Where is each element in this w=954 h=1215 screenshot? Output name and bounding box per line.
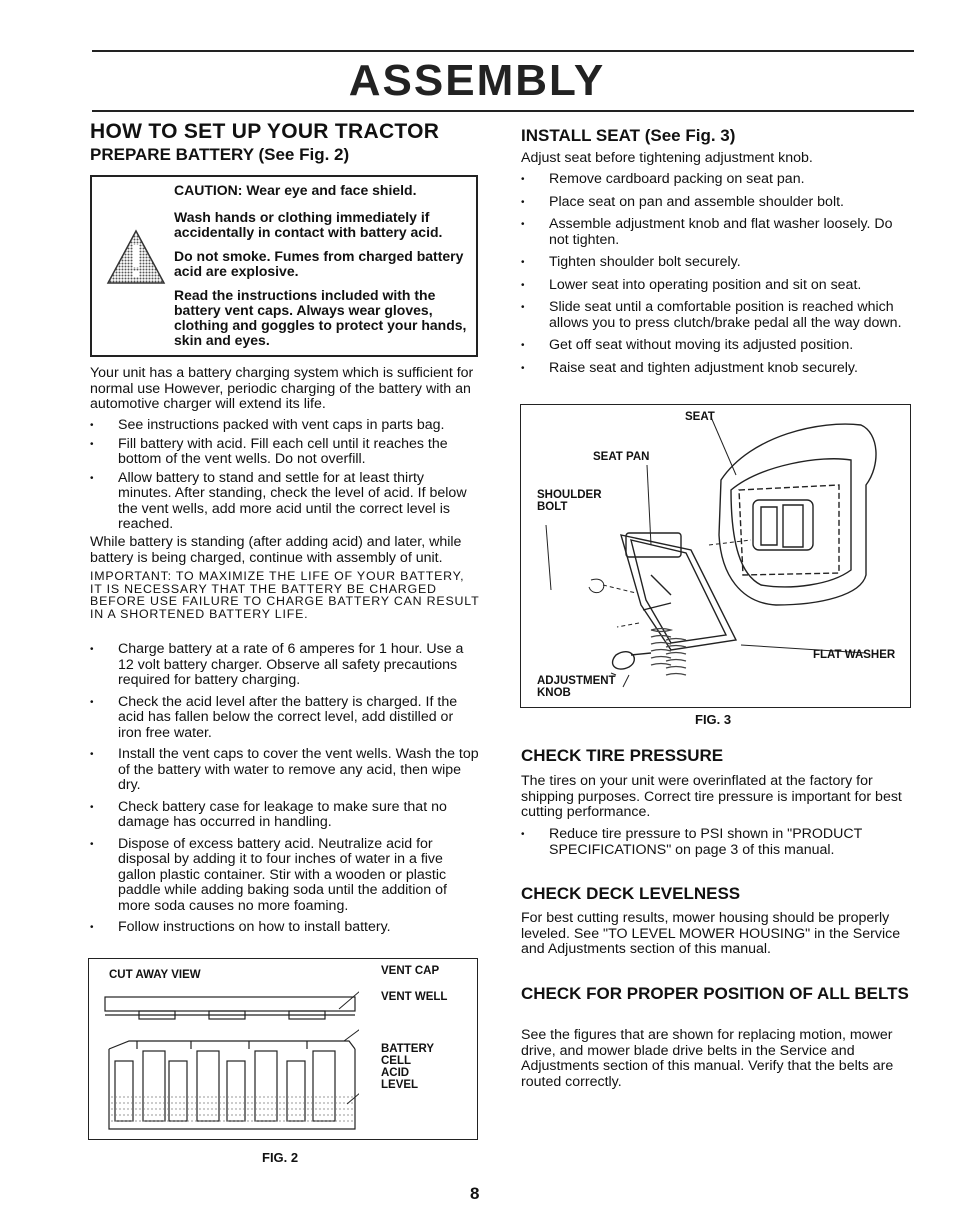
- page-title: ASSEMBLY: [348, 56, 606, 105]
- page-number: 8: [470, 1184, 480, 1203]
- battery-cutaway-drawing: [99, 979, 359, 1137]
- list-item: • Check the acid level after the battery is charged. If the acid has fallen below the correct level, add distilled or iron free water.: [90, 695, 480, 742]
- label-vent-cap: VENT CAP: [381, 965, 440, 977]
- list-item: • Follow instructions on how to install battery.: [90, 920, 480, 936]
- belts-text: See the figures that are shown for replacing motion, mower drive, and mower blade drive belts in the Service and Adjustments section of this manual. Verify that the belts are routed correctly.: [521, 1027, 894, 1090]
- list-item: • Lower seat into operating position and sit on seat.: [521, 278, 913, 294]
- caution-line-4: Read the instructions included with the battery vent caps. Always wear gloves, clothing and goggles to protect your hands, skin and eyes.: [174, 287, 467, 348]
- important-notice: IMPORTANT: TO MAXIMIZE THE LIFE OF YOUR BATTERY, IT IS NECESSARY THAT THE BATTERY BE CHARGED BEFORE USE FAILURE TO CHARGE BATTERY CAN RESULT IN A SHORTENED BATTERY LIFE.: [90, 569, 480, 621]
- label-adjustment-knob: ADJUSTMENT KNOB: [537, 675, 616, 699]
- caution-line-3: Do not smoke. Fumes from charged battery acid are explosive.: [174, 248, 464, 279]
- battery-para-2: While battery is standing (after adding acid) and later, while battery is being charged, continue with assembly of unit.: [90, 534, 462, 566]
- list-item: • Check battery case for leakage to make sure that no damage has occurred in handling.: [90, 800, 480, 831]
- list-item: • Install the vent caps to cover the vent wells. Wash the top of the battery with water to remove any acid, then wipe dry.: [90, 747, 480, 794]
- list-item: • Assemble adjustment knob and flat washer loosely. Do not tighten.: [521, 217, 913, 248]
- caution-box: [90, 175, 478, 357]
- label-vent-well: VENT WELL: [381, 991, 448, 1003]
- figure-3-seat-assembly: [520, 404, 911, 708]
- list-item: • Charge battery at a rate of 6 amperes for 1 hour. Use a 12 volt battery charger. Observe all safety precautions required for battery charging.: [90, 642, 480, 689]
- battery-bullets-1: [90, 418, 480, 536]
- list-item: • Allow battery to stand and settle for at least thirty minutes. After standing, check the level of acid. If below the vent wells, add more acid until the correct level is reached.: [90, 471, 480, 533]
- label-flat-washer: FLAT WASHER: [813, 649, 896, 661]
- list-item: • Place seat on pan and assemble shoulder bolt.: [521, 195, 913, 211]
- seat-assembly-drawing: [521, 405, 910, 707]
- tire-text: The tires on your unit were overinflated at the factory for shipping purposes. Correct tire pressure is important for best cutting performance.: [521, 773, 902, 820]
- figure-3-caption: FIG. 3: [695, 712, 732, 727]
- battery-intro: Your unit has a battery charging system which is sufficient for normal use However, periodic charging of the battery with an automotive charger will extend its life.: [90, 365, 474, 412]
- list-item: • Slide seat until a comfortable position is reached which allows you to press clutch/brake pedal all the way down.: [521, 300, 913, 331]
- title-rule: [92, 110, 914, 112]
- figure-2-battery-cutaway: [88, 958, 478, 1140]
- seat-intro: Adjust seat before tightening adjustment knob.: [521, 150, 813, 166]
- list-item: • Tighten shoulder bolt securely.: [521, 255, 913, 271]
- label-cut-away-view: CUT AWAY VIEW: [109, 969, 201, 981]
- list-item: • Fill battery with acid. Fill each cell until it reaches the bottom of the vent wells. Do not overfill.: [90, 437, 480, 468]
- subheading-prepare-battery: PREPARE BATTERY (See Fig. 2): [90, 145, 350, 164]
- figure-2-caption: FIG. 2: [262, 1150, 299, 1165]
- label-battery-cell-acid-level: BATTERY CELL ACID LEVEL: [381, 1043, 434, 1091]
- caution-line-1: CAUTION: Wear eye and face shield.: [174, 182, 417, 198]
- seat-bullets: [521, 172, 913, 383]
- list-item: • Get off seat without moving its adjusted position.: [521, 338, 913, 354]
- battery-bullets-2: [90, 642, 480, 939]
- tire-bullets: [521, 827, 913, 861]
- warning-triangle-icon: [106, 229, 166, 285]
- caution-line-2: Wash hands or clothing immediately if accidentally in contact with battery acid.: [174, 209, 443, 240]
- list-item: • Reduce tire pressure to PSI shown in "PRODUCT SPECIFICATIONS" on page 3 of this manual.: [521, 827, 913, 858]
- list-item: • Remove cardboard packing on seat pan.: [521, 172, 913, 188]
- heading-check-tire-pressure: CHECK TIRE PRESSURE: [521, 746, 724, 765]
- list-item: • See instructions packed with vent caps in parts bag.: [90, 418, 480, 434]
- label-seat-pan: SEAT PAN: [593, 451, 650, 463]
- heading-check-belts: CHECK FOR PROPER POSITION OF ALL BELTS: [521, 984, 909, 1003]
- list-item: • Raise seat and tighten adjustment knob securely.: [521, 361, 913, 377]
- label-shoulder-bolt: SHOULDER BOLT: [537, 489, 602, 513]
- heading-install-seat: INSTALL SEAT (See Fig. 3): [521, 126, 736, 145]
- label-seat: SEAT: [685, 411, 715, 423]
- list-item: • Dispose of excess battery acid. Neutralize acid for disposal by adding it to four inches of water in a five gallon plastic container. Stir with a wooden or plastic paddle while adding baking soda until the addition of more soda causes no more foaming.: [90, 837, 480, 915]
- deck-text: For best cutting results, mower housing should be properly leveled. See "TO LEVEL MOWER HOUSING" in the Service and Adjustments section of this manual.: [521, 910, 901, 957]
- heading-check-deck-levelness: CHECK DECK LEVELNESS: [521, 884, 741, 903]
- caution-text: [174, 183, 470, 357]
- top-rule: [92, 50, 914, 52]
- section-heading-setup: HOW TO SET UP YOUR TRACTOR: [90, 120, 440, 143]
